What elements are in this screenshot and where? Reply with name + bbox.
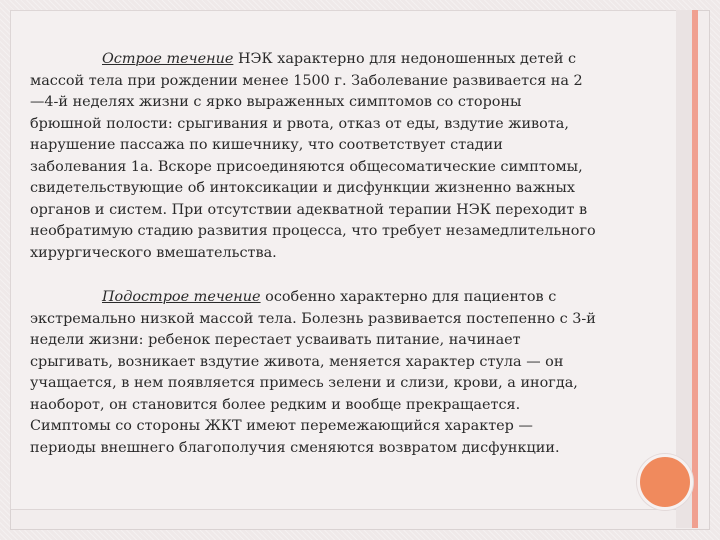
paragraph-line: заболевания 1а. Вскоре присоединяются общесоматические симптомы, — [30, 158, 583, 175]
paragraph-line: массой тела при рождении менее 1500 г. Заболевание развивается на 2 — [30, 72, 583, 89]
paragraph-line: периоды внешнего благополучия сменяются возвратом дисфункции. — [30, 439, 560, 456]
paragraph-line: необратимую стадию развития процесса, что требует незамедлительного — [30, 223, 596, 239]
paragraph-first-line — [30, 49, 666, 71]
decorative-circle — [637, 454, 693, 510]
paragraph-acute-course — [30, 49, 666, 264]
paragraph-line: брюшной полости: срыгивания и рвота, отказ от еды, вздутие живота, — [30, 115, 569, 132]
paragraph-line: органов и систем. При отсутствии адекватной терапии НЭК переходит в — [30, 201, 588, 218]
term-acute-course: Острое течение — [102, 51, 234, 67]
paragraph-first-line — [30, 287, 666, 309]
paragraph-line: свидетельствующие об интоксикации и дисфункции жизненно важных — [30, 180, 575, 196]
term-subacute-course: Подострое течение — [102, 289, 261, 305]
first-line-rest: НЭК характерно для недоношенных детей с — [233, 51, 577, 67]
paragraph-line: учащается, в нем появляется примесь зелени и слизи, крови, а иногда, — [30, 375, 578, 391]
paragraph-line: срыгивать, возникает вздутие живота, меняется характер стула — он — [30, 353, 564, 370]
paragraph-line: Симптомы со стороны ЖКТ имеют перемежающийся характер — — [30, 418, 533, 434]
paragraph-line: наоборот, он становится более редким и вообще прекращается. — [30, 396, 521, 413]
paragraph-line: —4-й неделях жизни с ярко выраженных симптомов со стороны — [30, 94, 522, 110]
first-line-rest: особенно характерно для пациентов с — [260, 289, 557, 305]
right-accent-stripe — [692, 10, 698, 528]
paragraph-subacute-course — [30, 287, 666, 459]
paragraph-line: хирургического вмешательства. — [30, 244, 277, 261]
paragraph-line: нарушение пассажа по кишечнику, что соответствует стадии — [30, 137, 503, 153]
paragraph-line: недели жизни: ребенок перестает усваивать питание, начинает — [30, 332, 521, 348]
paragraph-line: экстремально низкой массой тела. Болезнь развивается постепенно с 3-й — [30, 310, 596, 327]
